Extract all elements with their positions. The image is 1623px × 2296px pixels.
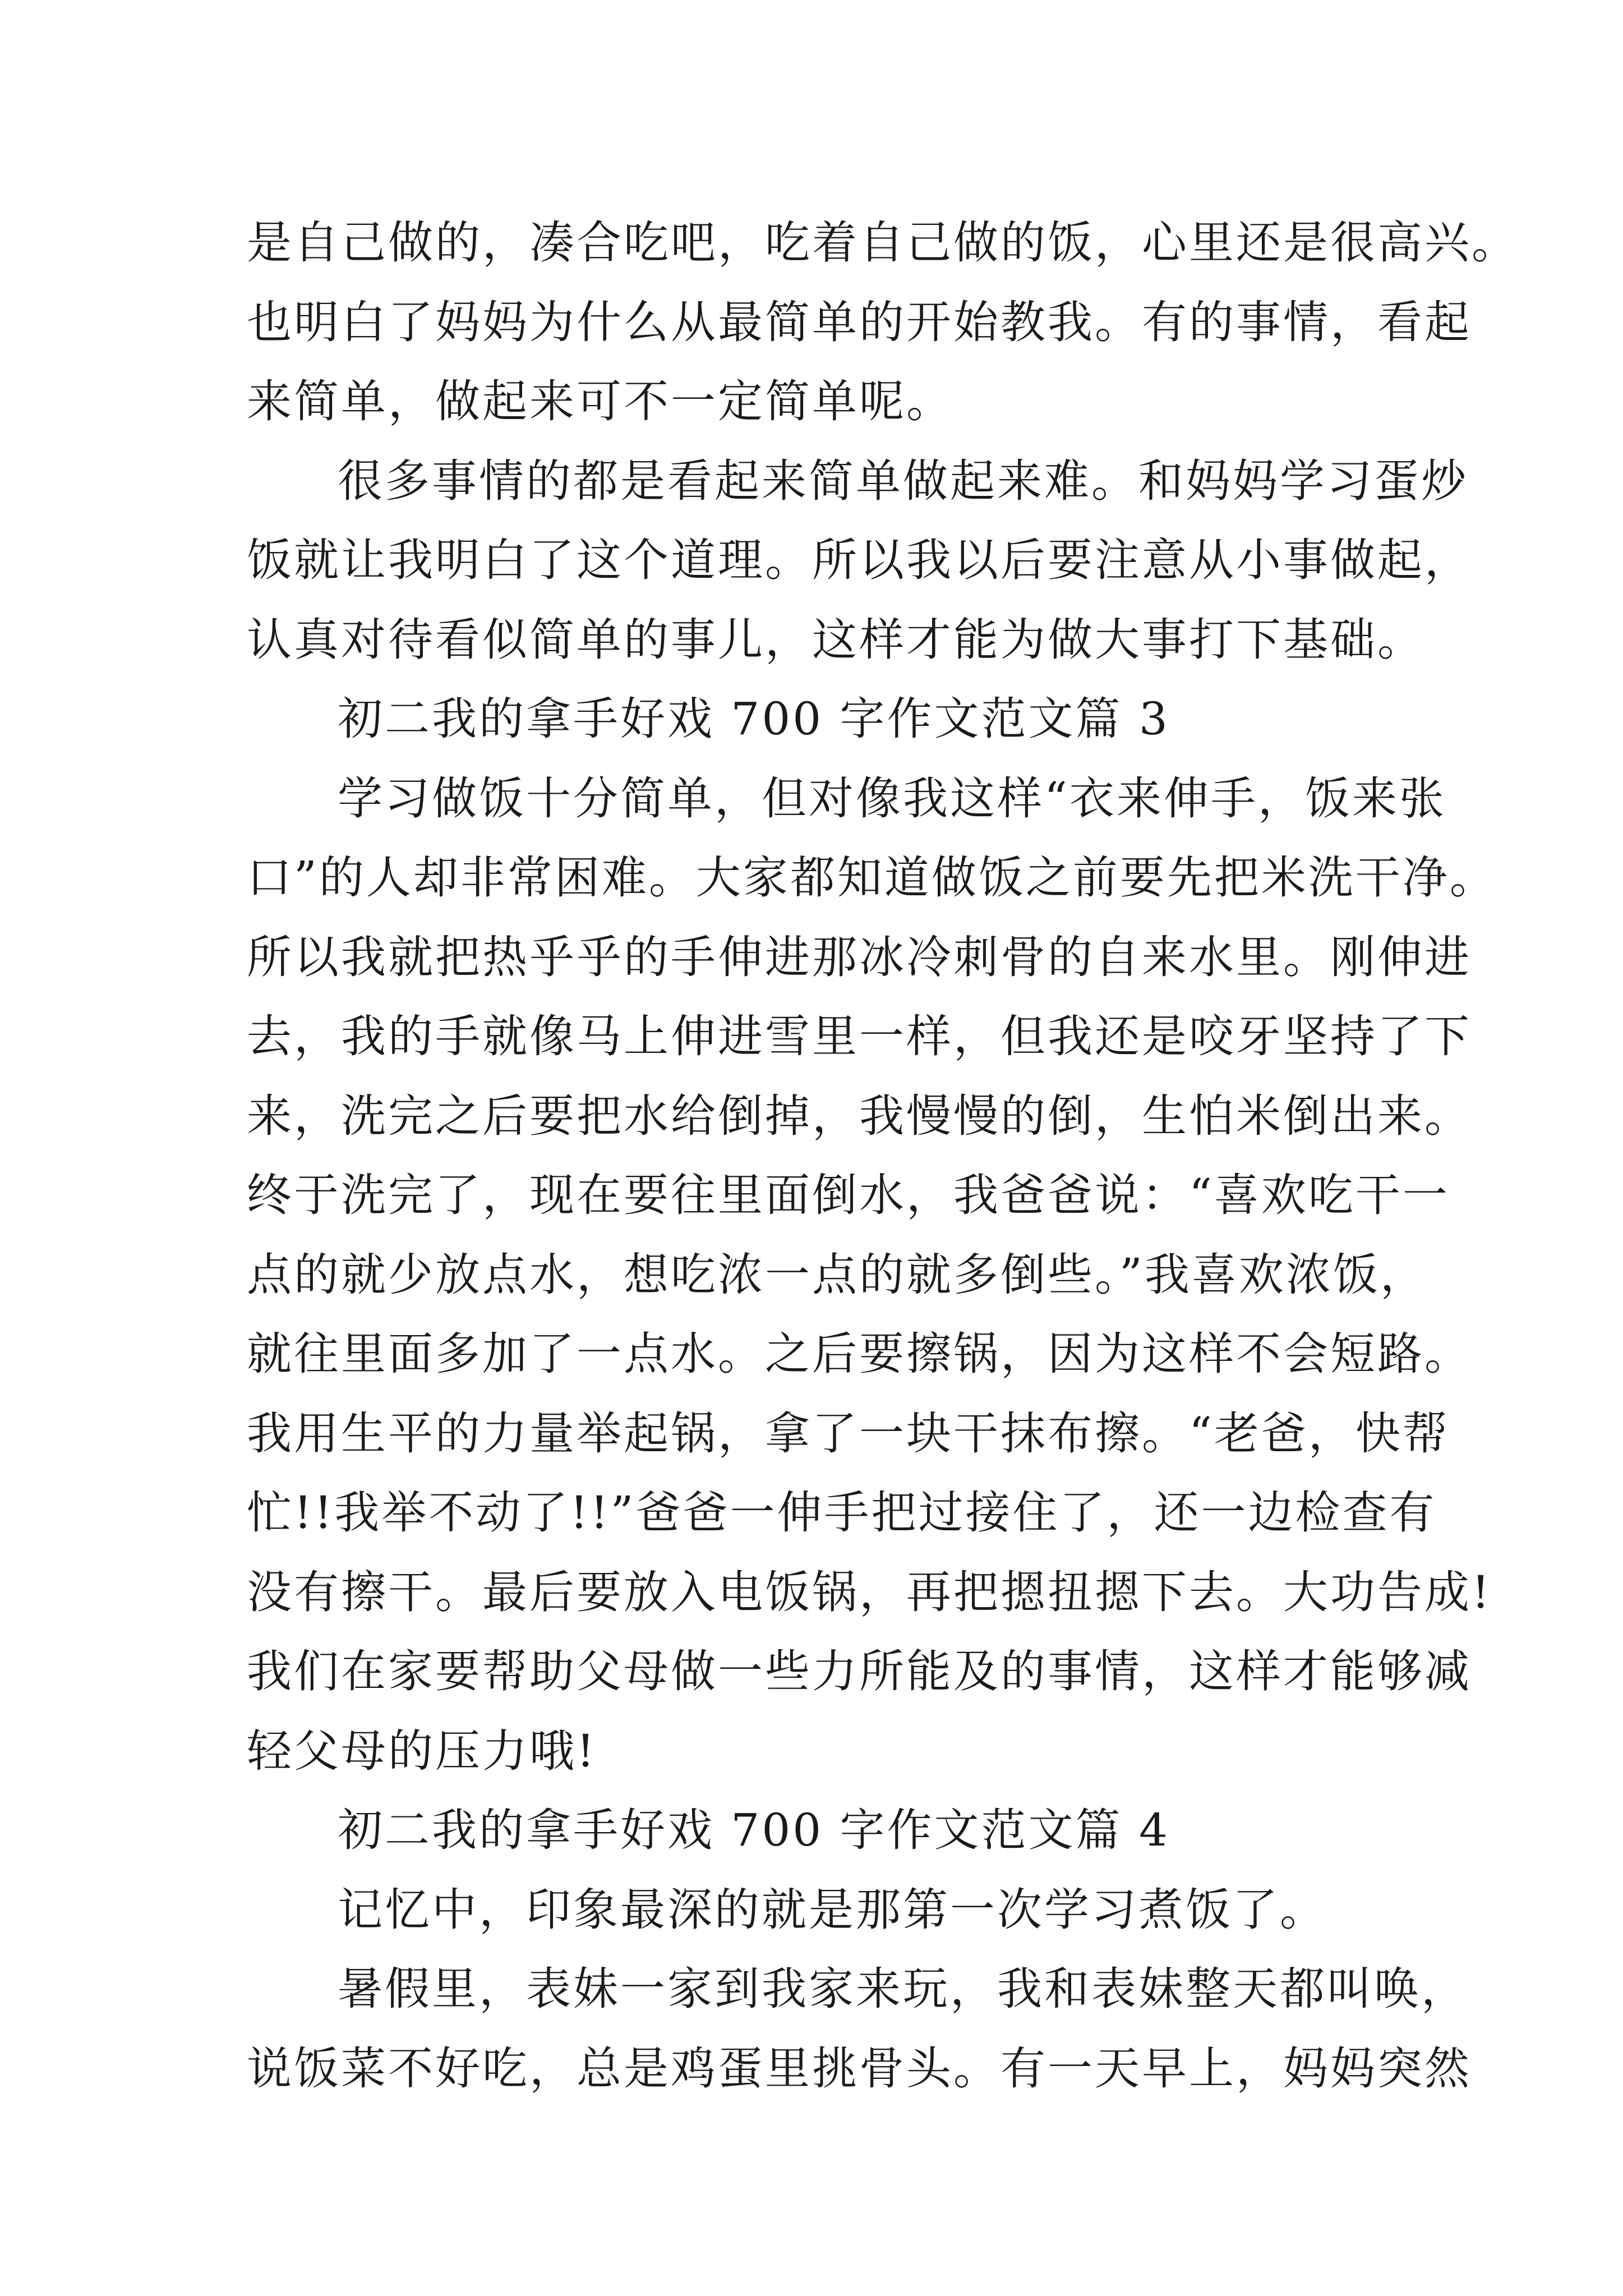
text-line: 饭就让我明白了这个道理。所以我以后要注意从小事做起， <box>247 534 1472 586</box>
document-body <box>247 203 1519 2108</box>
text-line: 很多事情的都是看起来简单做起来难。和妈妈学习蛋炒 <box>338 454 1468 507</box>
text-line: 轻父母的压力哦! <box>247 1724 597 1777</box>
text-line: 暑假里，表妹一家到我家来玩，我和表妹整天都叫唤， <box>338 1963 1468 2015</box>
text-line: 来，洗完之后要把水给倒掉，我慢慢的倒，生怕米倒出来。 <box>247 1089 1472 1142</box>
text-line: 记忆中，印象最深的就是那第一次学习煮饭了。 <box>338 1883 1327 1936</box>
text-line: 终于洗完了，现在要往里面倒水，我爸爸说：“喜欢吃干一 <box>247 1169 1450 1221</box>
text-line: 来简单，做起来可不一定简单呢。 <box>247 375 953 427</box>
text-line: 认真对待看似简单的事儿，这样才能为做大事打下基础。 <box>247 613 1424 666</box>
text-line: 没有擦干。最后要放入电饭锅，再把摁扭摁下去。大功告成! <box>247 1566 1492 1618</box>
text-line: 初二我的拿手好戏 700 字作文范文篇 3 <box>338 693 1170 745</box>
text-line: 也明白了妈妈为什么从最简单的开始教我。有的事情，看起 <box>247 296 1472 348</box>
text-line: 忙!!我举不动了!!”爸爸一伸手把过接住了，还一边检查有 <box>247 1487 1437 1539</box>
text-line: 我们在家要帮助父母做一些力所能及的事情，这样才能够减 <box>247 1645 1472 1697</box>
text-line: 口”的人却非常困难。大家都知道做饭之前要先把米洗干净。 <box>247 852 1497 904</box>
text-line: 说饭菜不好吃，总是鸡蛋里挑骨头。有一天早上，妈妈突然 <box>247 2042 1472 2095</box>
text-line: 学习做饭十分简单，但对像我这样“衣来伸手，饭来张 <box>338 772 1446 825</box>
text-line: 是自己做的，凑合吃吧，吃着自己做的饭，心里还是很高兴。 <box>247 217 1519 269</box>
text-line: 去，我的手就像马上伸进雪里一样，但我还是咬牙坚持了下 <box>247 1010 1472 1062</box>
text-line: 我用生平的力量举起锅，拿了一块干抹布擦。“老爸，快帮 <box>247 1407 1450 1460</box>
text-line: 点的就少放点水，想吃浓一点的就多倒些。”我喜欢浓饭， <box>247 1248 1427 1301</box>
text-line: 就往里面多加了一点水。之后要擦锅，因为这样不会短路。 <box>247 1328 1472 1380</box>
text-line: 初二我的拿手好戏 700 字作文范文篇 4 <box>338 1804 1170 1856</box>
text-line: 所以我就把热乎乎的手伸进那冰冷刺骨的自来水里。刚伸进 <box>247 931 1472 983</box>
